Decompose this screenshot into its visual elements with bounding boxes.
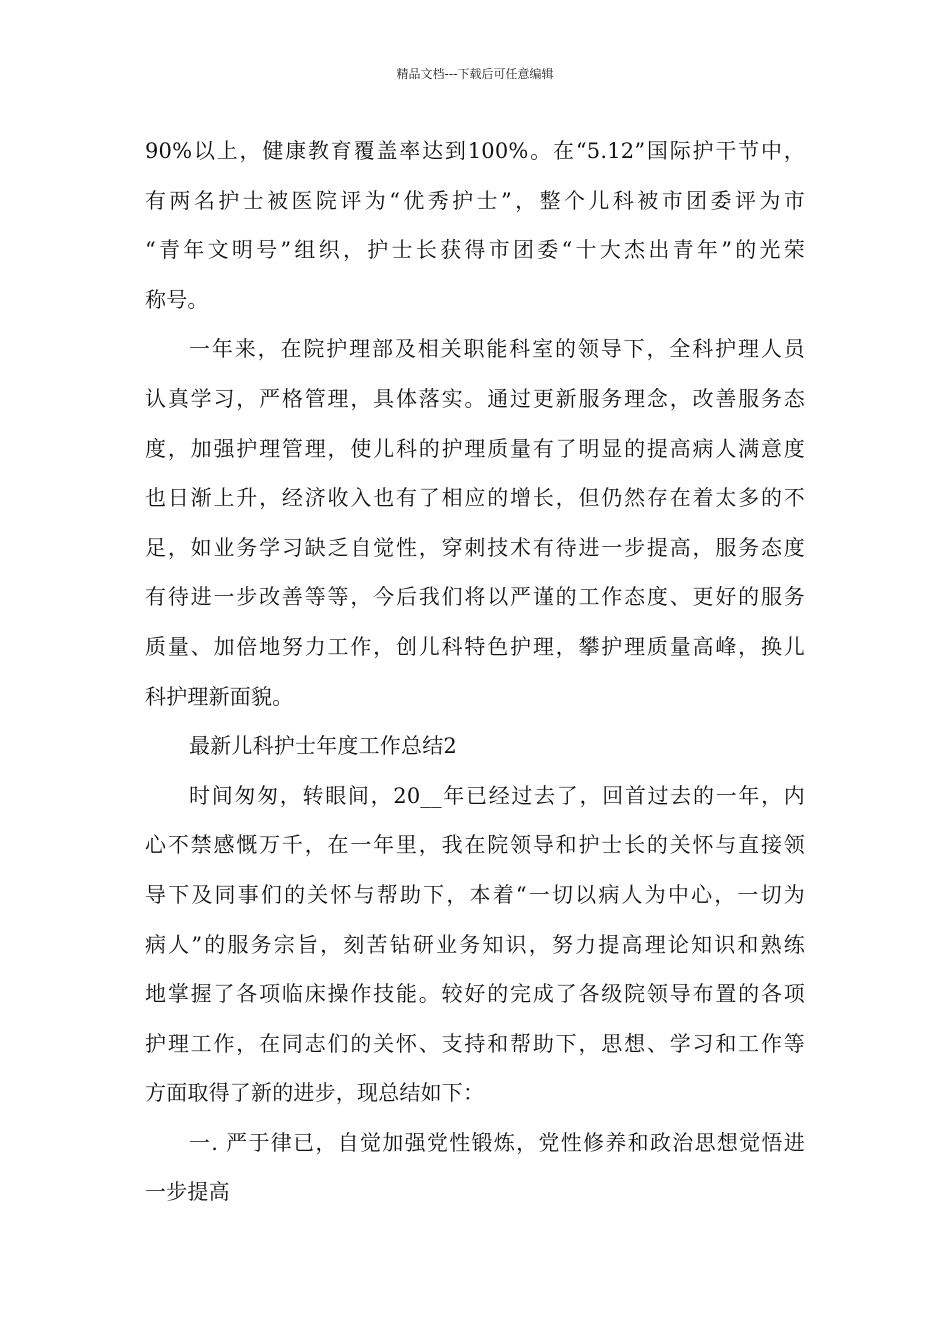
text-line: “青年文明号”组织，护士长获得市团委“十大杰出青年”的光荣 [145, 238, 805, 263]
text-line: 地掌握了各项临床操作技能。较好的完成了各级院领导布置的各项 [145, 982, 805, 1007]
text-line: 也日渐上升，经济收入也有了相应的增长，但仍然存在着太多的不 [145, 486, 805, 511]
text-line: 心不禁感慨万千，在一年里，我在院领导和护士长的关怀与直接领 [145, 833, 805, 858]
text-line: 称号。 [145, 287, 209, 312]
text-line: 90%以上，健康教育覆盖率达到100%。在“5.12”国际护干节中， [145, 139, 805, 163]
text-line: 导下及同事们的关怀与帮助下，本着“一切以病人为中心，一切为 [145, 882, 805, 907]
text-line: 足，如业务学习缺乏自觉性，穿刺技术有待进一步提高，服务态度 [145, 535, 805, 560]
text-line: 科护理新面貌。 [145, 684, 294, 709]
page-header: 精品文档---下载后可任意编辑 [396, 67, 554, 81]
text-line: 病人”的服务宗旨，刻苦钻研业务知识，努力提高理论知识和熟练 [145, 932, 805, 957]
text-line: 护理工作，在同志们的关怀、支持和帮助下，思想、学习和工作等 [145, 1031, 805, 1056]
paragraph-start-line: 一年来，在院护理部及相关职能科室的领导下，全科护理人员 [189, 337, 805, 362]
subsection-heading: 一. 严于律已，自觉加强党性锻炼，党性修养和政治思想觉悟进 [189, 1130, 805, 1155]
text-line: 方面取得了新的进步，现总结如下： [145, 1081, 485, 1106]
document-body [145, 127, 805, 1218]
section-heading: 最新儿科护士年度工作总结2 [189, 734, 457, 759]
text-line: 质量、加倍地努力工作，创儿科特色护理，攀护理质量高峰，换儿 [145, 634, 805, 659]
paragraph-start-line: 时间匆匆，转眼间，20__年已经过去了，回首过去的一年，内 [189, 783, 805, 808]
text-line: 一步提高 [145, 1180, 230, 1205]
text-line: 有两名护士被医院评为“优秀护士”，整个儿科被市团委评为市 [145, 188, 805, 213]
text-line: 度，加强护理管理，使儿科的护理质量有了明显的提高病人满意度 [145, 436, 805, 461]
text-line: 认真学习，严格管理，具体落实。通过更新服务理念，改善服务态 [145, 386, 805, 411]
text-line: 有待进一步改善等等，今后我们将以严谨的工作态度、更好的服务 [145, 585, 805, 610]
